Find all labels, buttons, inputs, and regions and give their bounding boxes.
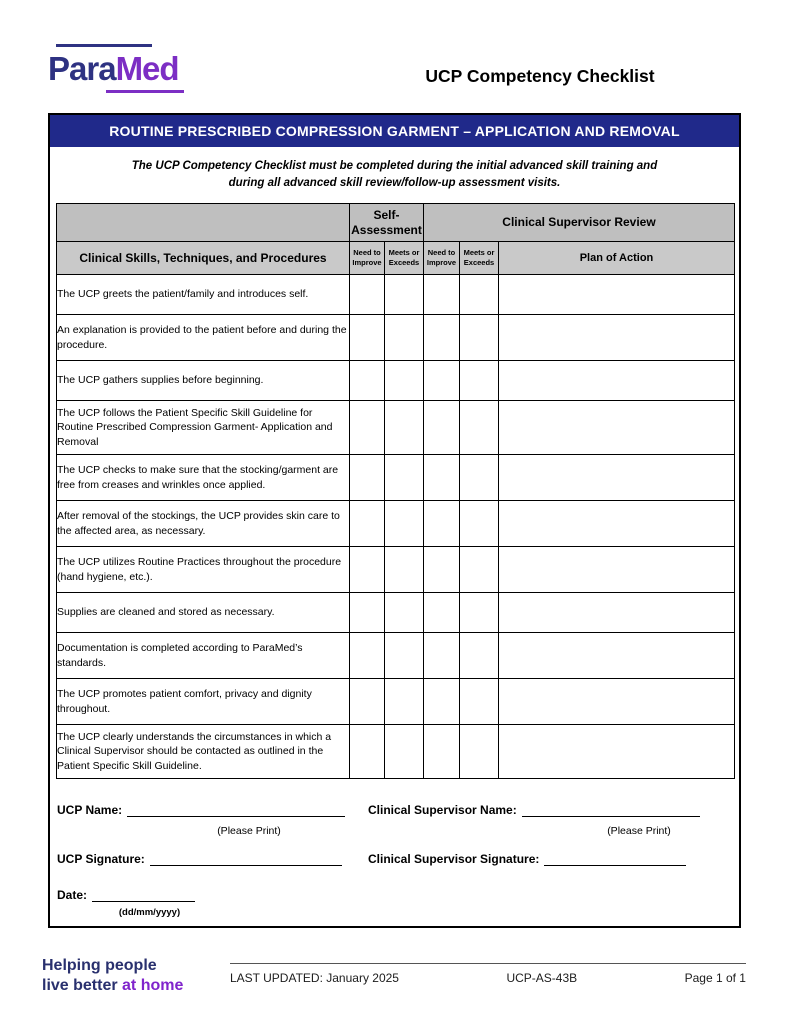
section-banner: ROUTINE PRESCRIBED COMPRESSION GARMENT – APPLICATION AND REMOVAL <box>50 115 739 147</box>
table-row <box>57 547 735 593</box>
plan-of-action-cell[interactable] <box>499 679 735 725</box>
table-row <box>57 679 735 725</box>
instruction-note-line2: during all advanced skill review/follow-up assessment visits. <box>228 177 561 190</box>
paramed-logo <box>48 44 184 93</box>
plan-of-action-cell[interactable] <box>499 315 735 361</box>
supervisor-meets-exceeds-cell[interactable] <box>460 547 499 593</box>
document-code: UCP-AS-43B <box>506 971 578 985</box>
self-need-improve-cell[interactable] <box>350 455 385 501</box>
supervisor-name-label: Clinical Supervisor Name: <box>368 803 517 817</box>
self-meets-exceeds-cell[interactable] <box>385 315 424 361</box>
supervisor-need-improve-cell[interactable] <box>424 593 460 633</box>
self-need-improve-cell[interactable] <box>350 401 385 455</box>
supervisor-need-improve-cell[interactable] <box>424 725 460 779</box>
document-title: UCP Competency Checklist <box>425 66 655 86</box>
self-meets-exceeds-cell[interactable] <box>385 679 424 725</box>
table-row <box>57 501 735 547</box>
date-field <box>57 888 195 902</box>
please-print-left: (Please Print) <box>217 825 281 837</box>
table-row <box>57 401 735 455</box>
plan-of-action-cell[interactable] <box>499 275 735 315</box>
supervisor-need-improve-cell[interactable] <box>424 633 460 679</box>
table-row <box>57 275 735 315</box>
self-assessment-header: Self-Assessment <box>350 204 424 242</box>
supervisor-need-improve-cell[interactable] <box>424 455 460 501</box>
table-row <box>57 361 735 401</box>
skill-description: The UCP promotes patient comfort, privacy and dignity throughout. <box>57 679 350 725</box>
supervisor-need-improve-cell[interactable] <box>424 501 460 547</box>
self-meets-exceeds-cell[interactable] <box>385 275 424 315</box>
supervisor-need-improve-cell[interactable] <box>424 315 460 361</box>
date-format-hint: (dd/mm/yyyy) <box>118 907 181 918</box>
self-need-improve-cell[interactable] <box>350 547 385 593</box>
self-meets-exceeds-cell[interactable] <box>385 455 424 501</box>
supervisor-need-improve-cell[interactable] <box>424 401 460 455</box>
self-need-improve-header: Need to Improve <box>350 242 385 275</box>
ucp-signature-line[interactable] <box>150 853 342 866</box>
supervisor-meets-exceeds-cell[interactable] <box>460 679 499 725</box>
competency-table <box>56 203 735 779</box>
supervisor-signature-field <box>368 852 686 866</box>
plan-of-action-cell[interactable] <box>499 361 735 401</box>
self-meets-exceeds-cell[interactable] <box>385 725 424 779</box>
ucp-signature-field <box>57 852 342 866</box>
self-meets-exceeds-header: Meets or Exceeds <box>385 242 424 275</box>
supervisor-meets-exceeds-cell[interactable] <box>460 361 499 401</box>
instruction-note <box>50 158 739 193</box>
self-meets-exceeds-cell[interactable] <box>385 547 424 593</box>
self-need-improve-cell[interactable] <box>350 679 385 725</box>
logo-bottom-rule <box>106 90 184 93</box>
ucp-name-line[interactable] <box>127 804 345 817</box>
plan-of-action-cell[interactable] <box>499 401 735 455</box>
supervisor-name-field <box>368 803 700 817</box>
supervisor-meets-exceeds-cell[interactable] <box>460 633 499 679</box>
tagline-line1: Helping people <box>42 957 157 974</box>
supervisor-meets-exceeds-cell[interactable] <box>460 593 499 633</box>
supervisor-need-improve-cell[interactable] <box>424 275 460 315</box>
logo-para-text: Para <box>48 50 116 87</box>
self-need-improve-cell[interactable] <box>350 633 385 679</box>
skill-description: The UCP clearly understands the circumstances in which a Clinical Supervisor should be contacted as outlined in the Patient Specific Skill Guideline. <box>57 725 350 779</box>
plan-of-action-cell[interactable] <box>499 593 735 633</box>
skill-description: The UCP utilizes Routine Practices throughout the procedure (hand hygiene, etc.). <box>57 547 350 593</box>
logo-wordmark <box>48 52 184 85</box>
brand-tagline <box>42 956 183 997</box>
table-row <box>57 725 735 779</box>
ucp-name-label: UCP Name: <box>57 803 123 817</box>
footer <box>230 971 746 985</box>
supervisor-need-improve-cell[interactable] <box>424 361 460 401</box>
self-meets-exceeds-cell[interactable] <box>385 401 424 455</box>
self-need-improve-cell[interactable] <box>350 275 385 315</box>
skill-description: After removal of the stockings, the UCP provides skin care to the affected area, as necessary. <box>57 501 350 547</box>
supervisor-name-line[interactable] <box>522 804 700 817</box>
supervisor-meets-exceeds-cell[interactable] <box>460 501 499 547</box>
last-updated-text: LAST UPDATED: January 2025 <box>230 971 399 985</box>
self-meets-exceeds-cell[interactable] <box>385 361 424 401</box>
skill-description: The UCP follows the Patient Specific Skill Guideline for Routine Prescribed Compression Garment- Application and Removal <box>57 401 350 455</box>
supervisor-review-header: Clinical Supervisor Review <box>424 204 735 242</box>
supervisor-meets-exceeds-header: Meets or Exceeds <box>460 242 499 275</box>
page-number: Page 1 of 1 <box>684 971 746 985</box>
form-box <box>48 113 741 928</box>
supervisor-meets-exceeds-cell[interactable] <box>460 401 499 455</box>
supervisor-need-improve-cell[interactable] <box>424 679 460 725</box>
self-meets-exceeds-cell[interactable] <box>385 501 424 547</box>
self-need-improve-cell[interactable] <box>350 501 385 547</box>
plan-of-action-header: Plan of Action <box>499 242 735 275</box>
footer-divider <box>230 963 746 964</box>
self-need-improve-cell[interactable] <box>350 593 385 633</box>
skill-description: An explanation is provided to the patient before and during the procedure. <box>57 315 350 361</box>
self-meets-exceeds-cell[interactable] <box>385 633 424 679</box>
table-row <box>57 455 735 501</box>
corner-cell <box>57 204 350 242</box>
plan-of-action-cell[interactable] <box>499 547 735 593</box>
logo-med-text: Med <box>115 50 179 87</box>
instruction-note-line1: The UCP Competency Checklist must be completed during the initial advanced skill training and <box>131 160 658 172</box>
self-need-improve-cell[interactable] <box>350 361 385 401</box>
skill-description: The UCP checks to make sure that the stocking/garment are free from creases and wrinkles once applied. <box>57 455 350 501</box>
supervisor-signature-line[interactable] <box>544 853 686 866</box>
supervisor-signature-label: Clinical Supervisor Signature: <box>368 852 540 866</box>
plan-of-action-cell[interactable] <box>499 501 735 547</box>
table-row <box>57 315 735 361</box>
skill-description: Documentation is completed according to ParaMed’s standards. <box>57 633 350 679</box>
logo-top-rule <box>56 44 152 47</box>
plan-of-action-cell[interactable] <box>499 725 735 779</box>
supervisor-meets-exceeds-cell[interactable] <box>460 725 499 779</box>
plan-of-action-cell[interactable] <box>499 455 735 501</box>
date-line[interactable] <box>92 889 195 902</box>
table-row <box>57 593 735 633</box>
table-row <box>57 633 735 679</box>
skill-description: The UCP greets the patient/family and introduces self. <box>57 275 350 315</box>
supervisor-need-improve-header: Need to Improve <box>424 242 460 275</box>
plan-of-action-cell[interactable] <box>499 633 735 679</box>
tagline-accent: at home <box>122 977 184 995</box>
ucp-signature-label: UCP Signature: <box>57 852 145 866</box>
tagline-line2: live better at home <box>42 977 184 995</box>
ucp-name-field <box>57 803 345 817</box>
self-need-improve-cell[interactable] <box>350 725 385 779</box>
self-meets-exceeds-cell[interactable] <box>385 593 424 633</box>
date-label: Date: <box>57 888 88 902</box>
self-need-improve-cell[interactable] <box>350 315 385 361</box>
supervisor-meets-exceeds-cell[interactable] <box>460 455 499 501</box>
skill-description: Supplies are cleaned and stored as necessary. <box>57 593 350 633</box>
supervisor-meets-exceeds-cell[interactable] <box>460 315 499 361</box>
supervisor-need-improve-cell[interactable] <box>424 547 460 593</box>
please-print-right: (Please Print) <box>607 825 671 837</box>
supervisor-meets-exceeds-cell[interactable] <box>460 275 499 315</box>
skill-description: The UCP gathers supplies before beginning. <box>57 361 350 401</box>
skills-column-header: Clinical Skills, Techniques, and Procedures <box>57 242 350 275</box>
